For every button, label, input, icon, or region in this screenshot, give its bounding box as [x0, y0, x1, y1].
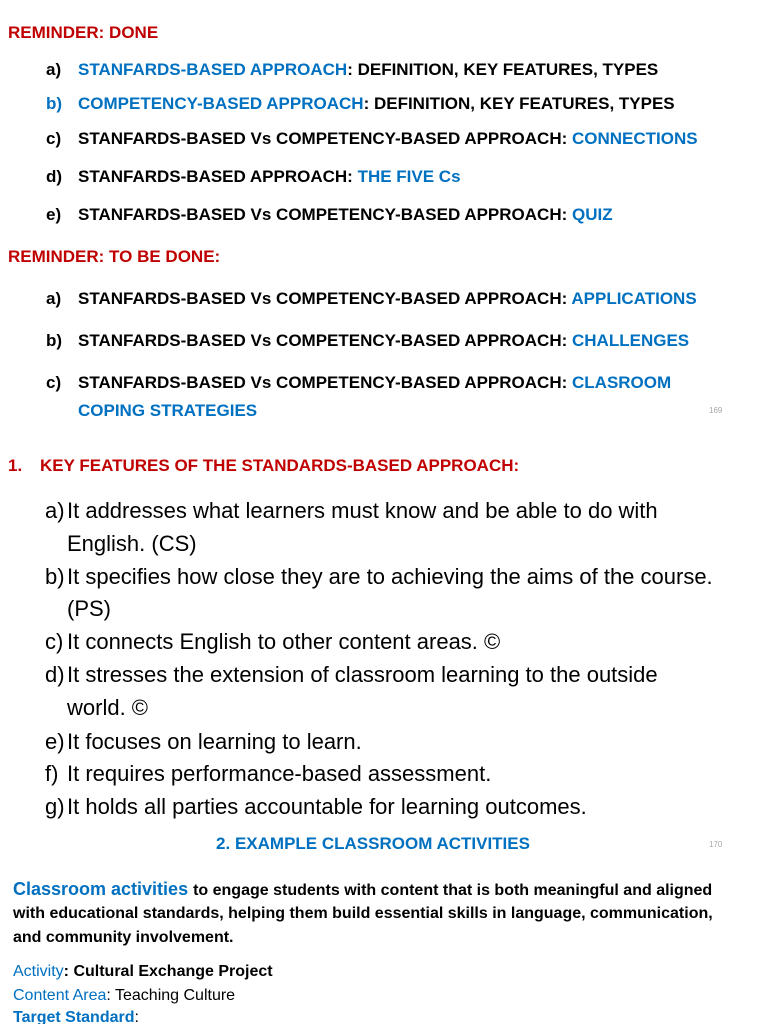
todo-item-b-label: b) [46, 331, 63, 350]
content-area-value: : Teaching Culture [106, 987, 236, 1004]
key-features-number: 1. [8, 456, 23, 475]
activity-line [13, 960, 273, 984]
done-item-e-prefix: STANFARDS-BASED Vs COMPETENCY-BASED APPROACH: [78, 205, 572, 224]
done-item-b-highlight: COMPETENCY-BASED APPROACH [78, 94, 364, 113]
todo-item-b-prefix: STANFARDS-BASED Vs COMPETENCY-BASED APPROACH: [78, 331, 572, 350]
done-item-d-highlight: THE FIVE Cs [357, 167, 461, 186]
todo-item-c-highlight: CLASROOM [572, 373, 672, 392]
feature-item-c-line-1: It connects English to other content areas. © [67, 629, 501, 654]
done-item-d [46, 165, 461, 189]
done-item-e-highlight: QUIZ [572, 205, 613, 224]
todo-item-c-continued [78, 399, 257, 423]
reminder-to-be-done-heading-text: REMINDER: TO BE DONE: [8, 247, 221, 266]
feature-item-e-label: e) [45, 729, 65, 754]
todo-item-a [46, 287, 697, 311]
intro-line-3 [13, 926, 233, 950]
feature-item-g [45, 790, 587, 823]
todo-item-b [46, 329, 689, 353]
done-item-c-label: c) [46, 129, 62, 148]
todo-item-a-prefix: STANFARDS-BASED Vs COMPETENCY-BASED APPROACH: [78, 289, 572, 308]
todo-item-a-text [78, 287, 697, 311]
feature-item-f-label: f) [45, 761, 59, 786]
feature-item-d-line-1: It stresses the extension of classroom learning to the outside [67, 662, 658, 687]
done-item-e-text [78, 203, 613, 227]
page-number: 169 [709, 406, 723, 415]
intro-line-2 [13, 902, 713, 926]
reminder-to-be-done-heading [8, 245, 220, 269]
feature-item-d-line-2: world. © [67, 695, 149, 720]
done-item-a-label: a) [46, 60, 62, 79]
todo-item-c-prefix: STANFARDS-BASED Vs COMPETENCY-BASED APPROACH: [78, 373, 572, 392]
feature-item-c-label: c) [45, 629, 64, 654]
done-item-b-text [78, 92, 675, 116]
content-area-label: Content Area [13, 987, 107, 1004]
todo-item-c [46, 371, 671, 395]
reminder-done-heading [8, 21, 158, 45]
done-item-b-label: b) [46, 94, 63, 113]
intro-text-2: with educational standards, helping them build essential skills in language, communication, [13, 905, 713, 922]
feature-item-f-line-1: It requires performance-based assessment. [67, 761, 492, 786]
example-activities-heading: 2. EXAMPLE CLASSROOM ACTIVITIES [216, 834, 530, 853]
activity-label: Activity [13, 963, 64, 980]
reminder-done-heading-text: REMINDER: DONE [8, 23, 159, 42]
done-item-e [46, 203, 613, 227]
feature-item-c [45, 625, 500, 658]
intro-highlight: Classroom activities [13, 879, 189, 899]
done-item-d-prefix: STANFARDS-BASED APPROACH: [78, 167, 358, 186]
done-item-c-text [78, 127, 698, 151]
done-item-c [46, 127, 698, 151]
key-features-heading-text: KEY FEATURES OF THE STANDARDS-BASED APPROACH: [40, 456, 520, 475]
done-item-c-highlight: CONNECTIONS [572, 129, 698, 148]
feature-item-e-line-1: It focuses on learning to learn. [67, 729, 362, 754]
todo-item-b-highlight: CHALLENGES [572, 331, 690, 350]
feature-item-d-label: d) [45, 662, 65, 687]
feature-item-a [45, 494, 658, 527]
activity-value: : Cultural Exchange Project [63, 963, 273, 980]
feature-item-a-label: a) [45, 498, 65, 523]
feature-item-b-continued [67, 592, 111, 625]
todo-item-b-text [78, 329, 689, 353]
intro-text-3: and community involvement. [13, 929, 234, 946]
done-item-a-highlight: STANFARDS-BASED APPROACH [78, 60, 348, 79]
feature-item-d [45, 658, 658, 691]
target-standard-value: : [134, 1009, 139, 1024]
feature-item-a-line-2: English. (CS) [67, 531, 197, 556]
content-area-line [13, 984, 235, 1008]
feature-item-d-continued [67, 691, 148, 724]
intro-text-1: to engage students with content that is both meaningful and aligned [193, 882, 713, 899]
todo-item-c-highlight-continued: COPING STRATEGIES [78, 401, 258, 420]
done-item-a-suffix: : DEFINITION, KEY FEATURES, TYPES [347, 60, 659, 79]
feature-item-f [45, 757, 491, 790]
feature-item-b-label: b) [45, 564, 65, 589]
todo-item-a-highlight: APPLICATIONS [571, 289, 697, 308]
done-item-a-text [78, 58, 658, 82]
feature-item-g-line-1: It holds all parties accountable for learning outcomes. [67, 794, 587, 819]
todo-item-c-text [78, 371, 671, 395]
done-item-d-text [78, 165, 461, 189]
feature-item-a-continued [67, 527, 197, 560]
feature-item-a-line-1: It addresses what learners must know and be able to do with [67, 498, 658, 523]
feature-item-b-line-2: (PS) [67, 596, 111, 621]
page-number: 170 [709, 840, 723, 849]
done-item-e-label: e) [46, 205, 62, 224]
target-standard-line [13, 1006, 139, 1024]
done-item-b-suffix: : DEFINITION, KEY FEATURES, TYPES [363, 94, 675, 113]
key-features-heading [8, 454, 519, 478]
feature-item-b [45, 560, 713, 593]
feature-item-b-line-1: It specifies how close they are to achieving the aims of the course. [67, 564, 713, 589]
done-item-a [46, 58, 658, 82]
todo-item-c-label: c) [46, 373, 62, 392]
feature-item-g-label: g) [45, 794, 65, 819]
intro-line-1 [13, 877, 712, 901]
todo-item-a-label: a) [46, 289, 62, 308]
done-item-c-prefix: STANFARDS-BASED Vs COMPETENCY-BASED APPROACH: [78, 129, 572, 148]
target-standard-label: Target Standard [13, 1009, 135, 1024]
done-item-d-label: d) [46, 167, 63, 186]
feature-item-e [45, 725, 362, 758]
done-item-b [46, 92, 675, 116]
